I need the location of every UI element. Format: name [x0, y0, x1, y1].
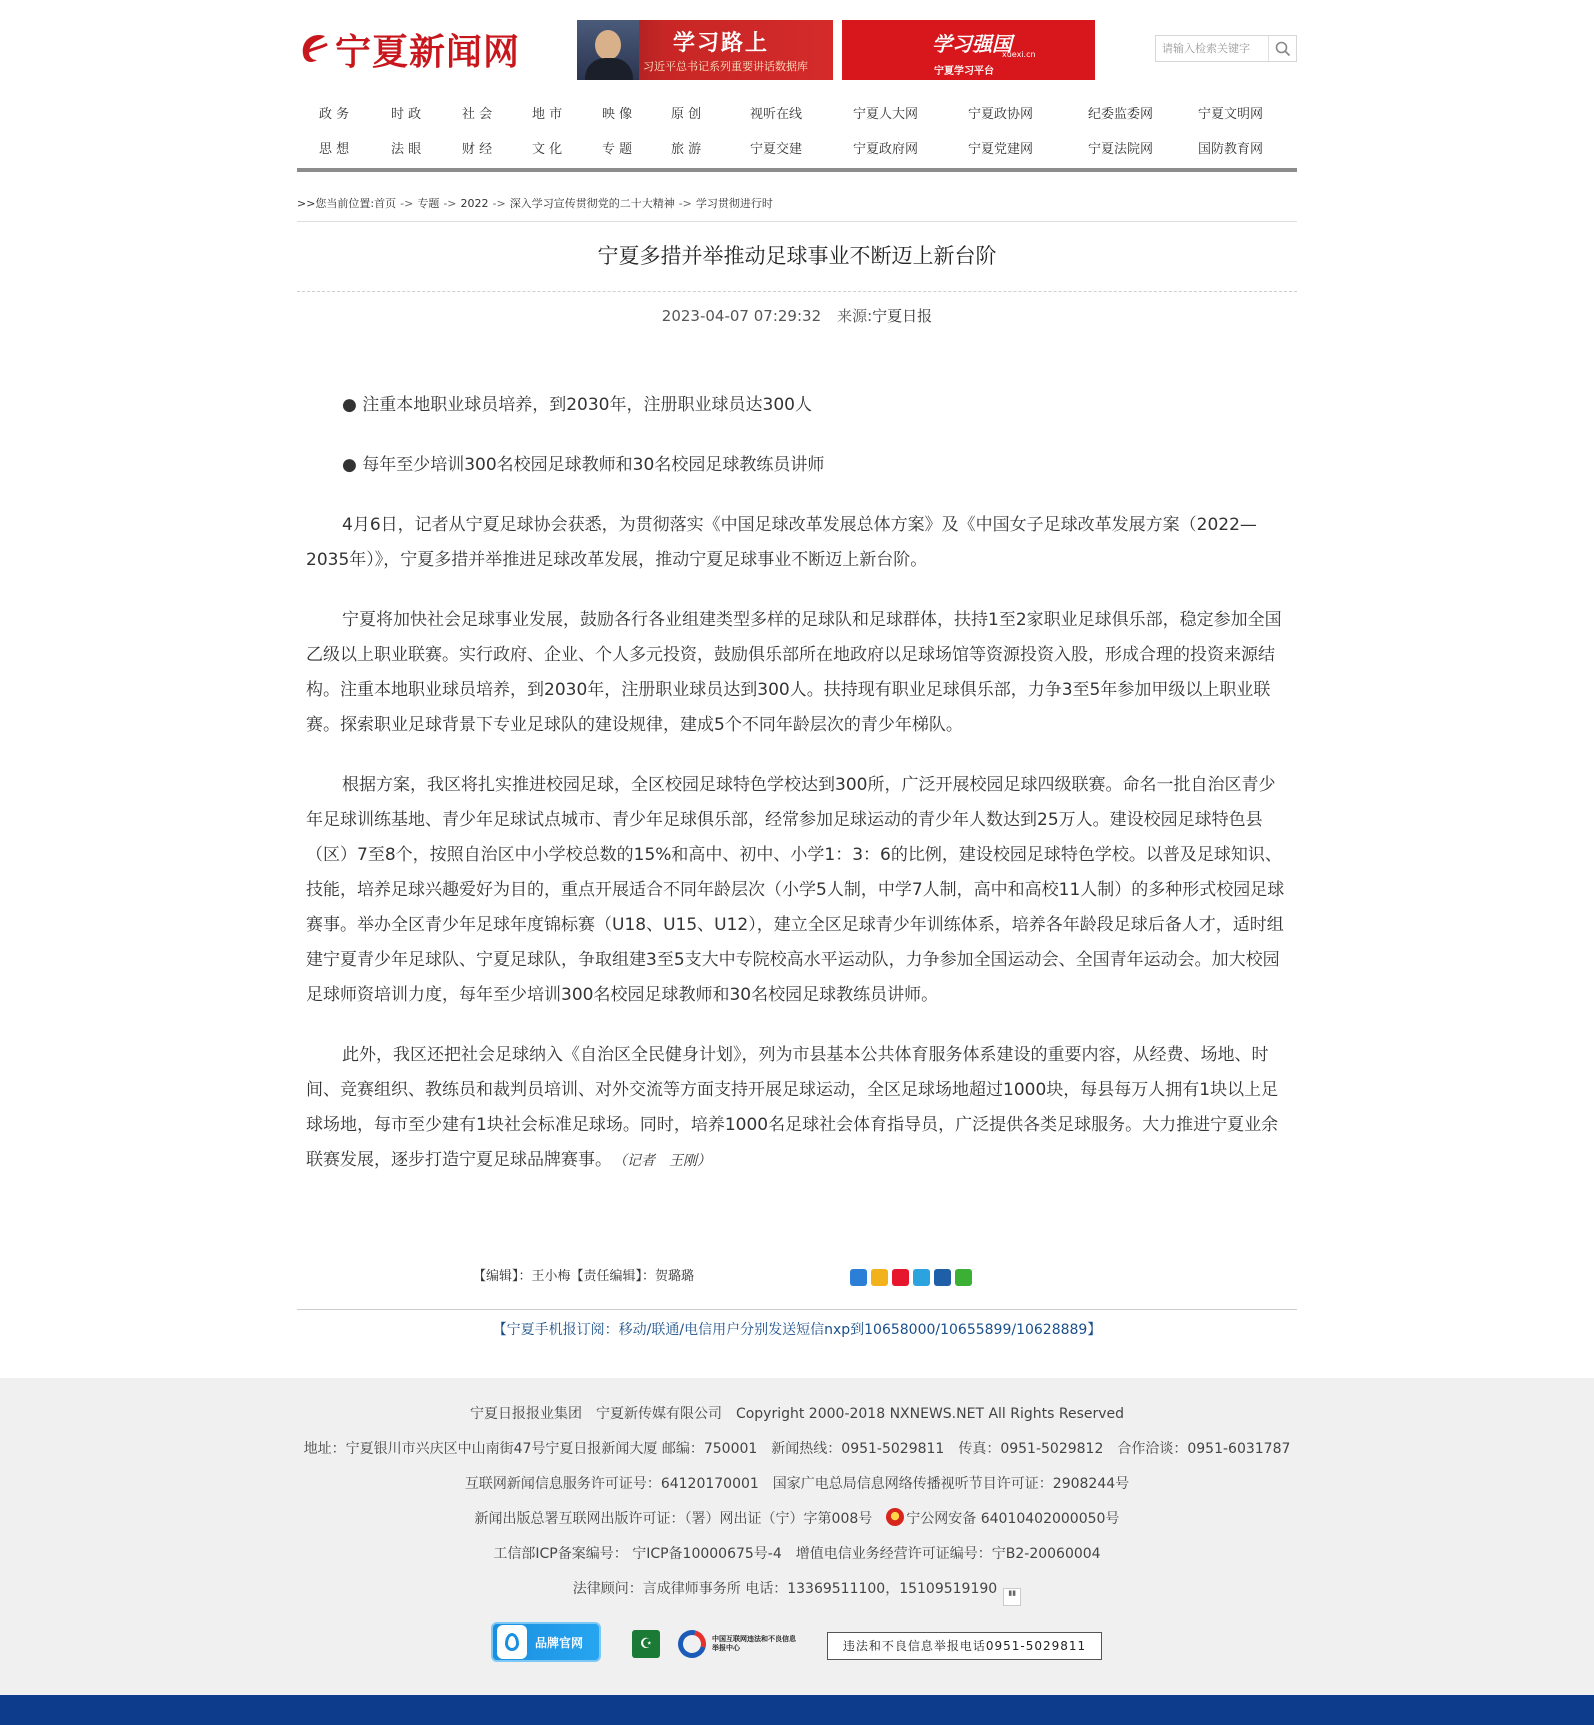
editor-row [297, 1264, 1297, 1290]
share-tqq-icon[interactable] [913, 1269, 930, 1286]
nav-item[interactable]: 地 市 [532, 107, 563, 122]
breadcrumb-link-current[interactable]: 学习贯彻进行时 [695, 197, 773, 210]
nav-item[interactable]: 政 务 [319, 107, 350, 122]
nav-row-2 [297, 133, 1297, 167]
banner-xuexi-lushang[interactable] [577, 20, 833, 80]
nav-item[interactable]: 思 想 [319, 142, 350, 157]
article-meta [297, 304, 1297, 328]
header [297, 18, 1297, 82]
nav-item[interactable]: 宁夏政协网 [968, 107, 1034, 122]
article-paragraph: 宁夏将加快社会足球事业发展，鼓励各行各业组建类型多样的足球队和足球群体，扶持1至2家职业足球俱乐部，稳定参加全国乙级以上职业联赛。实行政府、企业、个人多元投资，鼓励俱乐部所在地政府以足球场馆等资源投资入股，形成合理的投资来源结构。注重本地职业球员培养，到2030年，注册职业球员达到300人。扶持现有职业足球俱乐部，力争3至5年参加甲级以上职业联赛。探索职业足球背景下专业足球队的建设规律，建成5个不同年龄层次的青少年梯队。 [306, 610, 1282, 735]
police-emblem-icon [886, 1508, 904, 1526]
nav-item[interactable]: 文 化 [532, 142, 563, 157]
footer-copyright: 宁夏日报报业集团 宁夏新传媒有限公司 Copyright 2000-2018 NXNEWS.NET All Rights Reserved [469, 1406, 1125, 1422]
footer-badges [0, 1622, 1594, 1666]
nav-item[interactable]: 视听在线 [750, 107, 803, 122]
editor-info: 【编辑】：王小梅【责任编辑】：贺璐璐 [473, 1269, 695, 1284]
nav-item[interactable]: 时 政 [391, 107, 422, 122]
breadcrumb-link-topic[interactable]: 专题 [417, 197, 440, 210]
report-center-label: 中国互联网违法和不良信息举报中心 [712, 1635, 796, 1652]
footer-address: 地址：宁夏银川市兴庆区中山南街47号宁夏日报新闻大厦 邮编：750001 新闻热线：0951-5029811 传真：0951-5029812 合作洽谈：0951-6031787 [303, 1441, 1291, 1457]
banner-xuexi-qiangguo[interactable] [842, 20, 1095, 80]
article-paragraph-text: 此外，我区还把社会足球纳入《自治区全民健身计划》，列为市县基本公共体育服务体系建设的重要内容，从经费、场地、时间、竞赛组织、教练员和裁判员培训、对外交流等方面支持开展足球运动，全区足球场地超过1000块，每县每万人拥有1块以上足球场地，每市至少建有1块社会标准足球场。同时，培养1000名足球社会体育指导员，广泛提供各类足球服务。大力推进宁夏业余联赛发展，逐步打造宁夏足球品牌赛事。 [306, 1045, 1279, 1170]
article-date: 2023-04-07 07:29:32 [661, 307, 822, 325]
nav-item[interactable]: 国防教育网 [1198, 142, 1264, 157]
breadcrumb-separator: -> [678, 197, 692, 210]
banner2-title: 学习强国 [932, 32, 1012, 56]
bottom-bar [0, 1695, 1594, 1725]
breadcrumb-link-home[interactable]: 首页 [374, 197, 397, 210]
nav-item[interactable]: 纪委监委网 [1088, 107, 1154, 122]
nav-row-1 [297, 98, 1297, 132]
article-source-name: 宁夏日报 [872, 307, 933, 325]
article-paragraph: 根据方案，我区将扎实推进校园足球，全区校园足球特色学校达到300所，广泛开展校园足球四级联赛。命名一批自治区青少年足球训练基地、青少年足球试点城市、青少年足球俱乐部，经常参加足球运动的青少年人数达到25万人。建设校园足球特色县（区）7至8个，按照自治区中小学校总数的15%和高中、初中、小学1：3：6的比例，建设校园足球特色学校。以普及足球知识、技能，培养足球兴趣爱好为目的，重点开展适合不同年龄层次（小学5人制，中学7人制，高中和高校11人制）的多种形式校园足球赛事。举办全区青少年足球年度锦标赛（U18、U15、U12），建立全区足球青少年训练体系，培养各年龄段足球后备人才，适时组建宁夏青少年足球队、宁夏足球队，争取组建3至5支大中专院校高水平运动队，力争参加全国运动会、全国青年运动会。加大校园足球师资培训力度，每年至少培训300名校园足球教师和30名校园足球教练员讲师。 [306, 775, 1285, 1005]
article-bullet: ● 每年至少培训300名校园足球教师和30名校园足球教练员讲师 [342, 455, 825, 475]
footer-icp[interactable]: 工信部ICP备案编号： 宁ICP备10000675号-4 增值电信业务经营许可证编号：宁B2-20060004 [493, 1546, 1101, 1562]
nav-item[interactable]: 宁夏文明网 [1198, 107, 1264, 122]
search-box [1155, 35, 1297, 62]
share-more-icon[interactable] [850, 1269, 867, 1286]
article-source-label: 来源: [837, 307, 873, 325]
nav-item[interactable]: 旅 游 [671, 142, 702, 157]
share-qzone-icon[interactable] [871, 1269, 888, 1286]
nav-item[interactable]: 社 会 [462, 107, 493, 122]
nav-item[interactable]: 宁夏人大网 [853, 107, 919, 122]
breadcrumb-link-year[interactable]: 2022 [460, 197, 489, 210]
article-body [306, 388, 1292, 1204]
share-renren-icon[interactable] [934, 1269, 951, 1286]
nav-item[interactable]: 原 创 [671, 107, 702, 122]
search-input[interactable] [1156, 36, 1268, 61]
nav-item[interactable]: 宁夏交建 [750, 142, 803, 157]
banner2-subtitle: 宁夏学习平台 [934, 66, 994, 77]
sms-subscribe[interactable]: 【宁夏手机报订阅：移动/联通/电信用户分别发送短信nxp到10658000/10655899/10628889】 [297, 1309, 1297, 1349]
logo-text: 宁夏新闻网 [335, 31, 521, 73]
footer-legal-text: 法律顾问：言成律师事务所 电话：13369511100，15109519190 [572, 1581, 998, 1597]
article-paragraph: 4月6日，记者从宁夏足球协会获悉，为贯彻落实《中国足球改革发展总体方案》及《中国女子足球改革发展方案（2022—2035年）》，宁夏多措并举推进足球改革发展，推动宁夏足球事业不断迈上新台阶。 [306, 515, 1257, 570]
article-paragraph-last [306, 1038, 1292, 1179]
breadcrumb-separator: -> [492, 197, 506, 210]
illegal-info-report-badge[interactable] [678, 1628, 800, 1660]
water-drop-icon [497, 1625, 527, 1659]
footer-police-record[interactable]: 宁公网安备 64010402000050号 [906, 1511, 1120, 1527]
share-weibo-icon[interactable] [892, 1269, 909, 1286]
portrait-image [577, 20, 639, 80]
report-center-logo-icon [673, 1625, 711, 1663]
article-bullet: ● 注重本地职业球员培养，到2030年，注册职业球员达300人 [342, 395, 812, 415]
footer [0, 1378, 1594, 1698]
stats-counter-icon[interactable]: ▮▮ [1003, 1588, 1021, 1606]
brand-site-badge[interactable] [491, 1622, 601, 1662]
share-bar [850, 1269, 972, 1286]
breadcrumb-prefix: >>您当前位置: [297, 197, 375, 210]
nav-item[interactable]: 财 经 [462, 142, 493, 157]
nav-item[interactable]: 宁夏政府网 [853, 142, 919, 157]
footer-publish-license: 新闻出版总署互联网出版许可证：（署）网出证（宁）字第008号 [474, 1511, 873, 1527]
nav-item[interactable]: 宁夏法院网 [1088, 142, 1154, 157]
breadcrumb-separator: -> [443, 197, 457, 210]
article-reporter: （记者 王刚） [620, 1153, 711, 1169]
site-logo[interactable] [297, 24, 520, 75]
breadcrumb-link-special[interactable]: 深入学习宣传贯彻党的二十大精神 [509, 197, 675, 210]
footer-license: 互联网新闻信息服务许可证号：64120170001 国家广电总局信息网络传播视听节目许可证：2908244号 [464, 1476, 1130, 1492]
breadcrumb [297, 186, 1297, 222]
nav-item[interactable]: 映 像 [602, 107, 633, 122]
banner1-subtitle: 习近平总书记系列重要讲话数据库 [643, 60, 808, 73]
main-nav [297, 96, 1297, 172]
nav-item[interactable]: 专 题 [602, 142, 633, 157]
breadcrumb-separator: -> [400, 197, 414, 210]
share-wechat-icon[interactable] [955, 1269, 972, 1286]
footer-legal [0, 1578, 1594, 1600]
crescent-badge-icon[interactable]: ☪ [632, 1630, 660, 1658]
nav-item[interactable]: 法 眼 [391, 142, 422, 157]
banner2-site: xuexi.cn [1002, 50, 1036, 59]
nav-item[interactable]: 宁夏党建网 [968, 142, 1034, 157]
report-hotline-badge[interactable]: 违法和不良信息举报电话0951-5029811 [827, 1632, 1102, 1660]
footer-publish [0, 1508, 1594, 1530]
brand-site-label: 品牌官网 [535, 1635, 584, 1650]
article-title: 宁夏多措并举推动足球事业不断迈上新台阶 [297, 240, 1297, 292]
search-button[interactable] [1268, 36, 1296, 61]
search-icon [1275, 41, 1291, 57]
banner1-title: 学习路上 [673, 31, 770, 56]
logo-mark-icon [297, 30, 331, 70]
